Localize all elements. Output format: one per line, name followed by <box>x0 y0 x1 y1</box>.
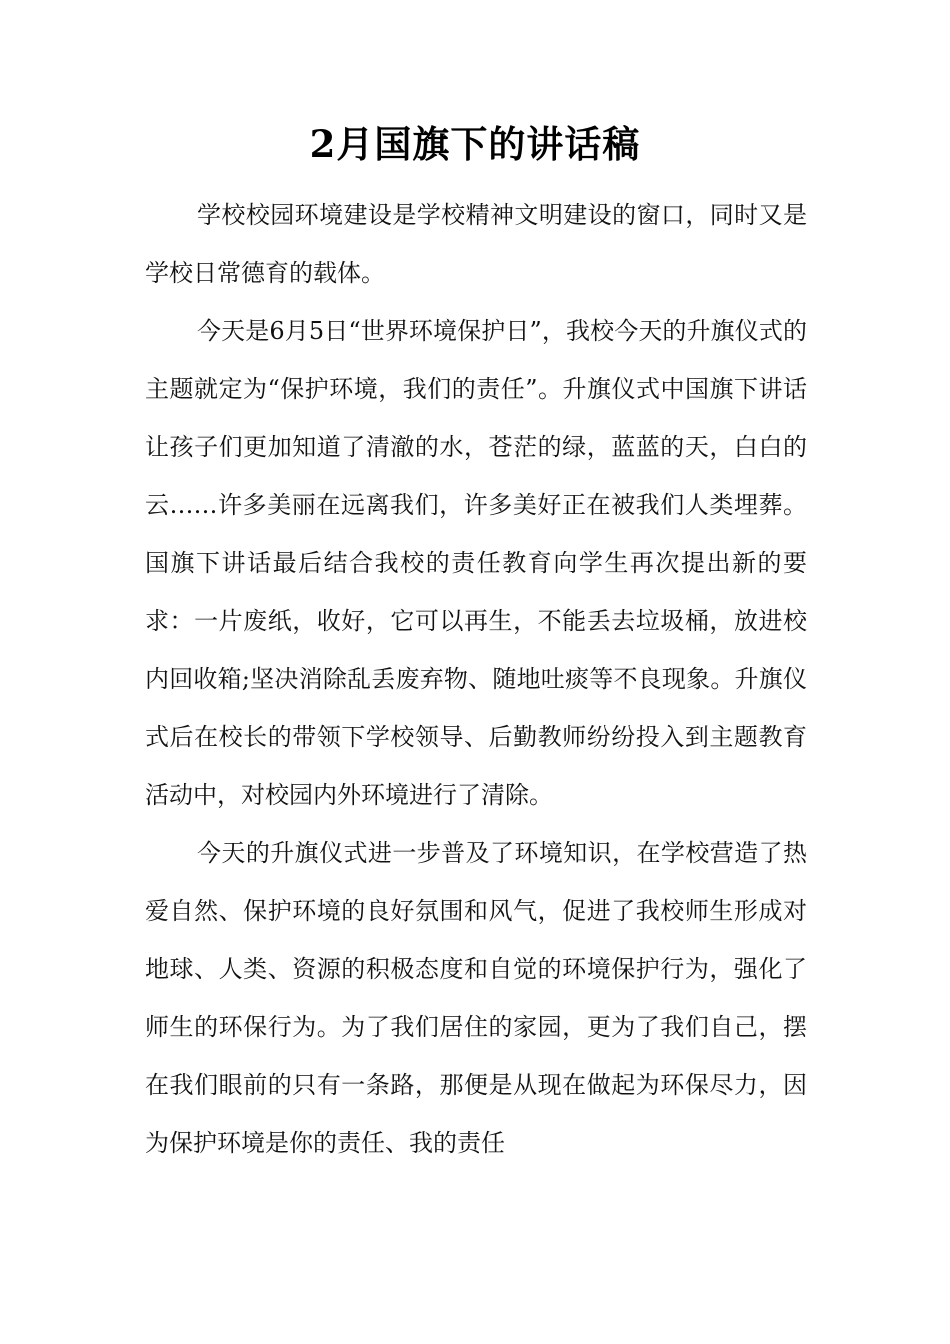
paragraph-3: 今天的升旗仪式进一步普及了环境知识，在学校营造了热爱自然、保护环境的良好氛围和风气，促进了我校师生形成对地球、人类、资源的积极态度和自觉的环境保护行为，强化了师生的环保行为。为了我们居住的家园，更为了我们自己，摆在我们眼前的只有一条路，那便是从现在做起为环保尽力，因为保护环境是你的责任、我的责任 <box>145 839 807 1157</box>
document-title: 2月国旗下的讲话稿 <box>309 122 641 166</box>
paragraph-2: 今天是6月5日“世界环境保护日”，我校今天的升旗仪式的主题就定为“保护环境，我们的责任”。升旗仪式中国旗下讲话让孩子们更加知道了清澈的水，苍茫的绿，蓝蓝的天，白白的云……许多美丽在远离我们，许多美好正在被我们人类埋葬。国旗下讲话最后结合我校的责任教育向学生再次提出新的要求：一片废纸，收好，它可以再生，不能丢去垃圾桶，放进校内回收箱;坚决消除乱丢废弃物、随地吐痰等不良现象。升旗仪式后在校长的带领下学校领导、后勤教师纷纷投入到主题教育活动中，对校园内外环境进行了清除。 <box>145 317 807 809</box>
paragraph-1: 学校校园环境建设是学校精神文明建设的窗口，同时又是学校日常德育的载体。 <box>145 201 807 287</box>
document-body <box>145 186 807 1172</box>
